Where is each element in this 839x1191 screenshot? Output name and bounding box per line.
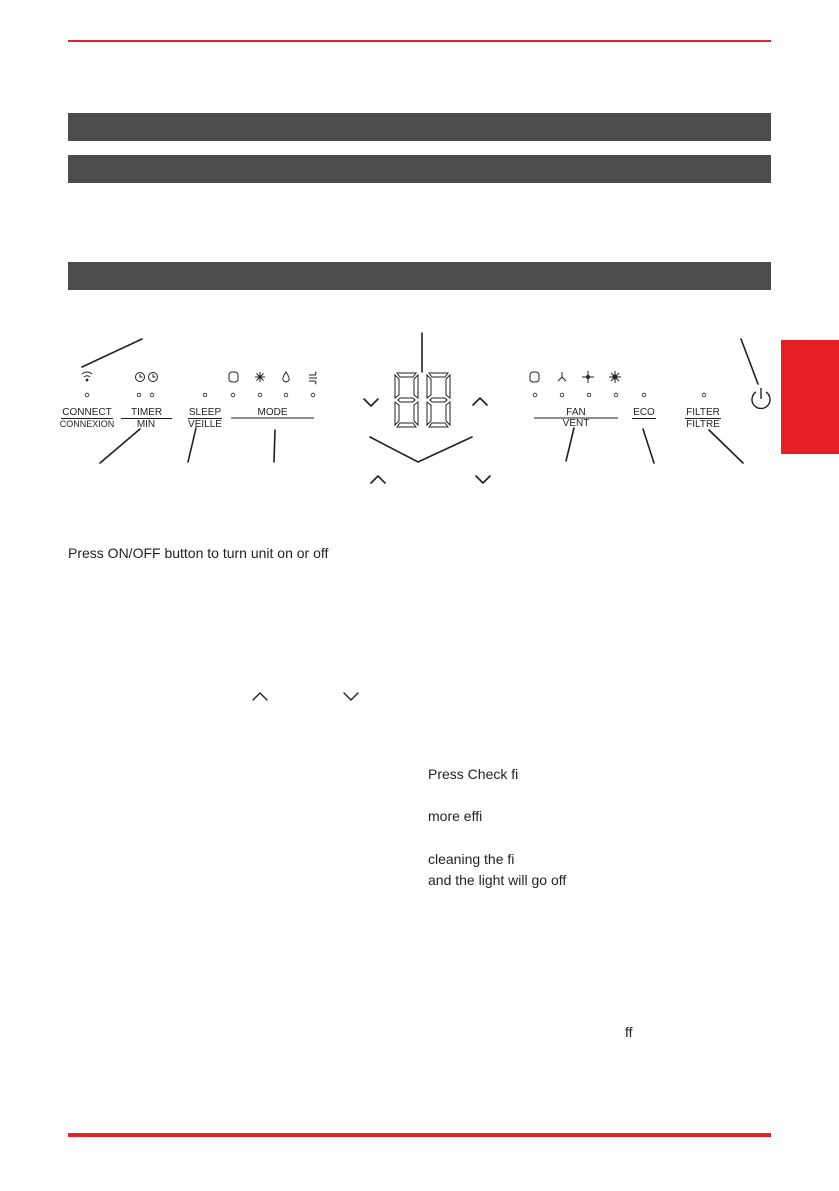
digit-left [395, 373, 418, 427]
power-instruction: Press ON/OFF button to turn unit on or off [68, 545, 329, 561]
mode-label: MODE [257, 407, 288, 418]
footer-rule [68, 1133, 771, 1137]
check-filter-text: Press Check fi [428, 766, 519, 782]
inline-up-arrow-icon [253, 693, 267, 700]
down-arrow-legend-icon [476, 476, 490, 483]
ff-text: ff [625, 1024, 633, 1040]
connect-label: CONNECT CONNEXION [59, 407, 115, 429]
inline-arrows [250, 688, 365, 704]
callout-line-connect [82, 339, 142, 367]
callout-line-sleep [188, 428, 196, 462]
more-efficient-text: more effi [428, 808, 483, 824]
inline-down-arrow-icon [344, 693, 358, 700]
droplet-icon [283, 372, 289, 382]
fan-label: FAN VENT [562, 407, 590, 429]
auto-mode-icon [229, 372, 238, 382]
light-off-text: and the light will go off [428, 872, 567, 888]
callout-line-fan [566, 428, 574, 461]
callout-line-arrows [370, 437, 472, 462]
sleep-label: SLEEP VEILLE [188, 407, 222, 430]
wifi-icon [82, 372, 92, 381]
up-arrow-icon [473, 398, 487, 405]
callout-line-timer [100, 429, 140, 463]
down-arrow-icon [364, 399, 378, 406]
up-arrow-legend-icon [371, 476, 385, 483]
callout-line-power [741, 339, 758, 384]
power-icon [752, 388, 770, 408]
control-panel-diagram [0, 0, 839, 520]
seven-segment-display [395, 373, 450, 427]
cleaning-filter-text: cleaning the fi [428, 851, 515, 867]
fan-low-icon [558, 372, 566, 381]
timer-label: TIMER MIN [121, 407, 171, 430]
timer-clock-icon [136, 373, 158, 382]
filter-label: FILTER FILTRE [686, 407, 720, 430]
fan-only-icon [309, 372, 317, 384]
fan-medium-icon [582, 371, 594, 383]
snowflake-icon [255, 372, 265, 382]
fan-auto-icon [530, 372, 539, 382]
fan-high-icon [609, 371, 621, 383]
digit-right [427, 373, 450, 427]
callout-line-filter [709, 430, 743, 463]
eco-label: ECO [633, 407, 655, 418]
callout-line-mode [274, 430, 275, 462]
callout-line-eco [643, 429, 654, 463]
